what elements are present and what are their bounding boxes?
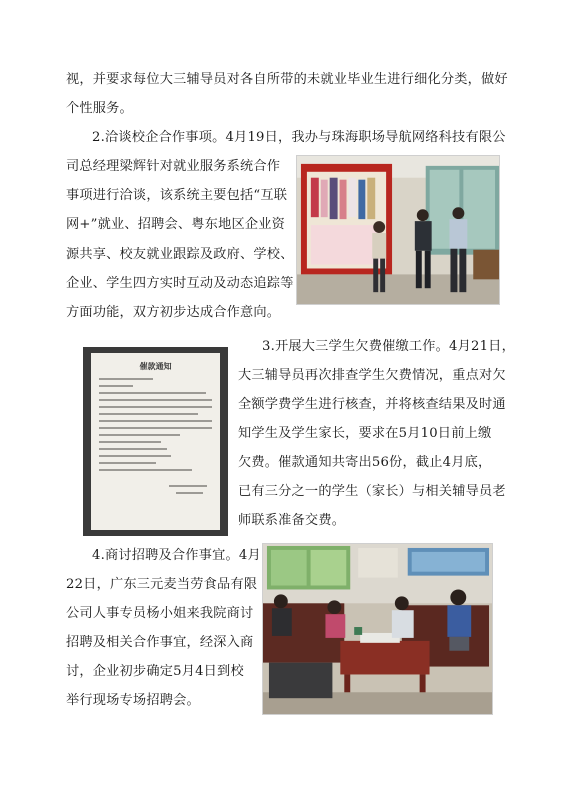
notice-signature-line bbox=[169, 485, 207, 487]
text-line: 4.商讨招聘及合作事宜。4月 bbox=[92, 548, 261, 563]
notice-text-line bbox=[99, 420, 212, 422]
text-line: 知学生及学生家长，要求在5月10日前上缴 bbox=[238, 426, 492, 441]
notice-date-line bbox=[176, 492, 203, 494]
text-line: 司总经理梁辉针对就业服务系统合作 bbox=[66, 159, 281, 174]
text-line: 公司人事专员杨小姐来我院商讨 bbox=[66, 606, 254, 621]
notice-paper bbox=[91, 353, 220, 530]
notice-text-line bbox=[99, 385, 133, 387]
notice-text-line bbox=[99, 392, 206, 394]
meeting-photo bbox=[296, 155, 500, 305]
text-line: 视，并要求每位大三辅导员对各自所带的未就业毕业生进行细化分类，做好 bbox=[66, 72, 508, 87]
text-line: 招聘及相关合作事宜，经深入商 bbox=[66, 635, 254, 650]
text-line: 事项进行洽谈，该系统主要包括“互联 bbox=[66, 188, 288, 203]
text-line: 讨，企业初步确定5月4日到校 bbox=[66, 664, 244, 679]
text-line: 举行现场专场招聘会。 bbox=[66, 693, 200, 708]
recruitment-meeting-photo bbox=[262, 543, 493, 715]
notice-text-line bbox=[99, 427, 212, 429]
notice-text-line bbox=[99, 413, 198, 415]
notice-text-line bbox=[99, 434, 180, 436]
text-line: 已有三分之一的学生（家长）与相关辅导员老 bbox=[238, 484, 506, 499]
text-line: 企业、学生四方实时互动及动态追踪等 bbox=[66, 276, 294, 291]
notice-text-line bbox=[99, 462, 156, 464]
text-line: 欠费。催款通知共寄出56份，截止4月底， bbox=[238, 455, 492, 470]
notice-text-line bbox=[99, 399, 212, 401]
text-line: 师联系准备交费。 bbox=[238, 513, 346, 528]
notice-text-line bbox=[99, 469, 192, 471]
text-line: 大三辅导员再次排查学生欠费情况，重点对欠 bbox=[238, 368, 506, 383]
notice-text-line bbox=[99, 448, 167, 450]
payment-notice-photo bbox=[83, 347, 228, 536]
text-line: 2.洽谈校企合作事项。4月19日，我办与珠海职场导航网络科技有限公 bbox=[92, 130, 506, 145]
text-line: 22日，广东三元麦当劳食品有限 bbox=[66, 577, 258, 592]
text-line: 网+”就业、招聘会、粤东地区企业资 bbox=[66, 217, 286, 232]
notice-text-line bbox=[99, 406, 212, 408]
text-line: 3.开展大三学生欠费催缴工作。4月21日， bbox=[262, 339, 515, 354]
text-line: 源共享、校友就业跟踪及政府、学校、 bbox=[66, 247, 294, 262]
notice-text-line bbox=[99, 455, 171, 457]
notice-text-line bbox=[99, 441, 161, 443]
notice-title: 催款通知 bbox=[139, 362, 172, 371]
text-line: 全额学费学生进行核查，并将核查结果及时通 bbox=[238, 397, 506, 412]
text-line: 个性服务。 bbox=[66, 101, 133, 116]
text-line: 方面功能，双方初步达成合作意向。 bbox=[66, 305, 281, 320]
notice-text-line bbox=[99, 378, 153, 380]
